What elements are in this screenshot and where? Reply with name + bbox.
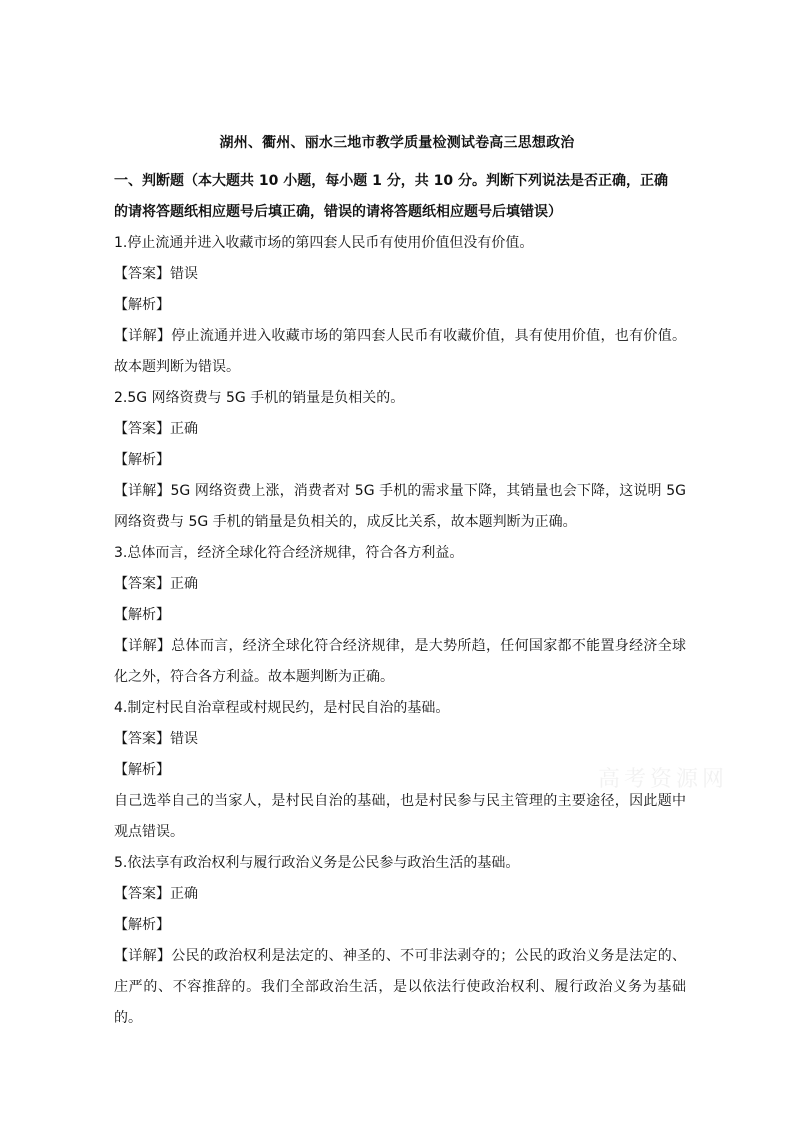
question-stem: 5.依法享有政治权利与履行政治义务是公民参与政治生活的基础。 [114, 855, 520, 871]
analysis-label: 【解析】 [114, 452, 170, 468]
document-body [114, 166, 686, 1034]
answer-line: 【答案】正确 [114, 886, 198, 902]
section-heading-line-2: 的请将答题纸相应题号后填正确，错误的请将答题纸相应题号后填错误） [114, 204, 562, 220]
answer-line: 【答案】正确 [114, 576, 198, 592]
question-stem: 4.制定村民自治章程或村规民约，是村民自治的基础。 [114, 700, 450, 716]
analysis-label: 【解析】 [114, 917, 170, 933]
answer-line: 【答案】正确 [114, 421, 198, 437]
answer-line: 【答案】错误 [114, 731, 198, 747]
question-stem: 2.5G 网络资费与 5G 手机的销量是负相关的。 [114, 390, 405, 406]
detail-paragraph: 自己选举自己的当家人，是村民自治的基础，也是村民参与民主管理的主要途径，因此题中观点错误。 [114, 793, 686, 840]
question-stem: 1.停止流通并进入收藏市场的第四套人民币有使用价值但没有价值。 [114, 235, 534, 251]
detail-paragraph: 【详解】公民的政治权利是法定的、神圣的、不可非法剥夺的；公民的政治义务是法定的、庄严的、不容推辞的。我们全部政治生活，是以依法行使政治权利、履行政治义务为基础的。 [114, 948, 686, 1026]
analysis-label: 【解析】 [114, 297, 170, 313]
watermark: 高考资源网 [598, 767, 729, 792]
analysis-label: 【解析】 [114, 762, 170, 778]
detail-paragraph: 【详解】总体而言，经济全球化符合经济规律，是大势所趋，任何国家都不能置身经济全球化之外，符合各方利益。故本题判断为正确。 [114, 638, 686, 685]
section-heading-line-1: 一、判断题（本大题共 10 小题，每小题 1 分，共 10 分。判断下列说法是否正确，正确 [114, 173, 668, 189]
page-title: 湖州、衢州、丽水三地市教学质量检测试卷高三思想政治 [219, 135, 575, 151]
answer-line: 【答案】错误 [114, 266, 198, 282]
detail-paragraph: 【详解】停止流通并进入收藏市场的第四套人民币有收藏价值，具有使用价值，也有价值。故本题判断为错误。 [114, 328, 686, 375]
detail-paragraph: 【详解】5G 网络资费上涨，消费者对 5G 手机的需求量下降，其销量也会下降，这说明 5G 网络资费与 5G 手机的销量是负相关的，成反比关系，故本题判断为正确。 [114, 483, 686, 530]
analysis-label: 【解析】 [114, 607, 170, 623]
question-stem: 3.总体而言，经济全球化符合经济规律，符合各方利益。 [114, 545, 464, 561]
